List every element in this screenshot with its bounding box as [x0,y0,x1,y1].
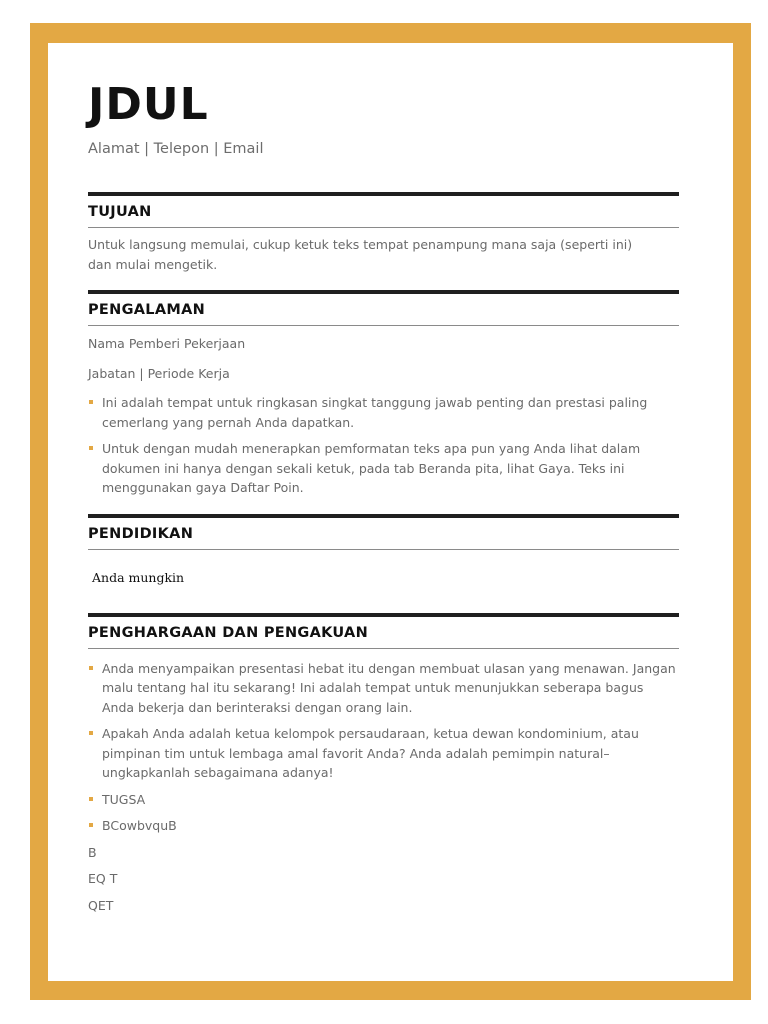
awards-bullets [88,659,679,836]
section-education [88,514,679,587]
list-item-text: Ini adalah tempat untuk ringkasan singkat tanggung jawab penting dan prestasi paling cemerlang yang pernah Anda dapatkan. [102,395,648,430]
objective-text[interactable]: Untuk langsung memulai, cukup ketuk teks tempat penampung mana saja (seperti ini) dan mulai mengetik. [88,237,633,272]
section-title-education[interactable]: PENDIDIKAN [88,518,679,550]
experience-bullets [88,393,679,498]
section-title-awards[interactable]: PENGHARGAAN DAN PENGAKUAN [88,617,679,649]
list-item-text: Apakah Anda adalah ketua kelompok persaudaraan, ketua dewan kondominium, atau pimpinan tim untuk lembaga amal favorit Anda? Anda adalah pemimpin natural–ungkapkanlah sebagaimana adanya! [102,726,639,780]
awards-line[interactable]: B [88,844,97,860]
bullet-marker [89,823,93,827]
resume-content [88,43,679,915]
awards-line[interactable]: EQ T [88,871,118,886]
list-item-text: Anda menyampaikan presentasi hebat itu dengan membuat ulasan yang menawan. Jangan malu tentang hal itu sekarang! Ini adalah tempat untuk menunjukkan seberapa bagus Anda bekerja dan berinteraksi dengan orang lain. [102,660,676,715]
bullet-marker [89,731,93,735]
contact-line[interactable]: Alamat | Telepon | Email [88,141,264,157]
awards-line[interactable]: QET [88,897,114,913]
resume-page [48,43,733,981]
bullet-marker [89,797,93,801]
list-item[interactable] [88,393,679,432]
list-item-text: BCowbvquB [102,818,177,833]
section-objective [88,192,679,274]
list-item-text: TUGSA [102,791,146,807]
list-item[interactable] [88,816,679,836]
section-title-objective[interactable]: TUJUAN [88,196,679,228]
page-frame [30,23,751,1000]
bullet-marker [89,666,93,670]
education-text[interactable]: Anda mungkin [92,569,185,585]
resume-name[interactable]: JDUL [88,79,209,130]
job-position[interactable]: Jabatan | Periode Kerja [88,365,230,381]
list-item[interactable] [88,659,679,718]
list-item[interactable] [88,724,679,783]
employer-name[interactable]: Nama Pemberi Pekerjaan [88,336,246,351]
section-experience [88,290,679,498]
bullet-marker [89,446,93,450]
section-awards [88,613,679,916]
section-title-experience[interactable]: PENGALAMAN [88,294,679,326]
list-item[interactable] [88,790,679,810]
bullet-marker [89,400,93,404]
list-item[interactable] [88,439,679,498]
list-item-text: Untuk dengan mudah menerapkan pemformatan teks apa pun yang Anda lihat dalam dokumen ini hanya dengan sekali ketuk, pada tab Beranda pita, lihat Gaya. Teks ini menggunakan gaya Daftar Poin. [102,441,641,495]
